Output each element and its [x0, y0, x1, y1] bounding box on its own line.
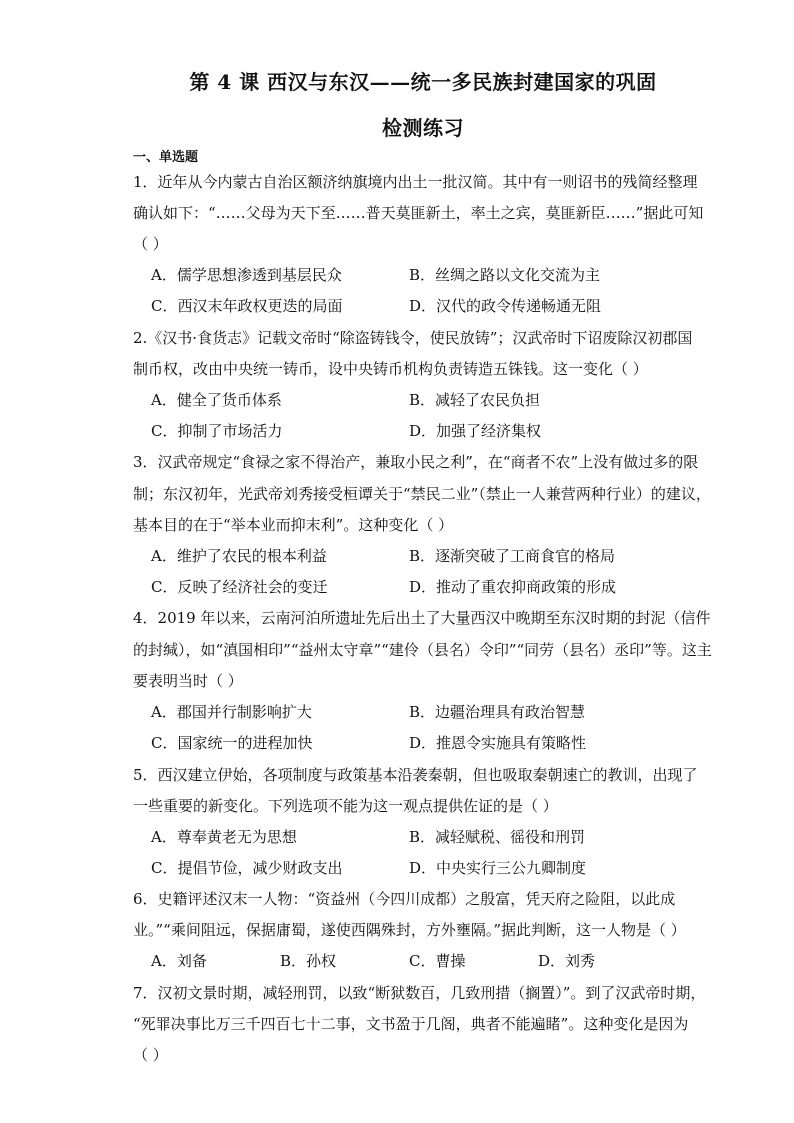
- question-1-option-a[interactable]: A．儒学思想渗透到基层民众: [151, 266, 342, 284]
- question-5-line-1: 5．西汉建立伊始，各项制度与政策基本沿袭秦朝，但也吸取秦朝速亡的教训，出现了: [133, 766, 698, 784]
- question-6-option-b[interactable]: B．孙权: [280, 952, 337, 970]
- question-2-option-b[interactable]: B．减轻了农民负担: [409, 391, 541, 409]
- question-1-option-d[interactable]: D．汉代的政令传递畅通无阻: [409, 297, 602, 315]
- section-heading-single-choice: 一、单选题: [133, 150, 199, 165]
- question-6-option-c[interactable]: C．曹操: [409, 952, 466, 970]
- question-6-option-d[interactable]: D．刘秀: [538, 952, 596, 970]
- question-4-option-a[interactable]: A．郡国并行制影响扩大: [151, 703, 312, 721]
- question-5-option-a[interactable]: A．尊奉黄老无为思想: [151, 828, 297, 846]
- question-5-line-2: 一些重要的新变化。下列选项不能为这一观点提供佐证的是（ ）: [133, 797, 558, 815]
- question-2-line-1: 2.《汉书·食货志》记载文帝时“除盗铸钱令，使民放铸”；汉武帝时下诏废除汉初郡国: [133, 329, 693, 347]
- question-4-option-b[interactable]: B．边疆治理具有政治智慧: [409, 703, 586, 721]
- question-3-option-c[interactable]: C．反映了经济社会的变迁: [151, 578, 328, 596]
- question-5-option-b[interactable]: B．减轻赋税、徭役和刑罚: [409, 828, 586, 846]
- question-6-line-2: 业。”“乘间阻远，保据庸蜀，遂使西隅殊封，方外壅隔。”据此判断，这一人物是（ ）: [133, 921, 686, 939]
- question-3-option-b[interactable]: B．逐渐突破了工商食官的格局: [409, 547, 616, 565]
- question-1-option-c[interactable]: C．西汉末年政权更迭的局面: [151, 297, 343, 315]
- question-3-line-2: 制；东汉初年，光武帝刘秀接受桓谭关于“禁民二业”（禁止一人兼营两种行业）的建议，: [133, 485, 711, 503]
- question-4-option-d[interactable]: D．推恩令实施具有策略性: [409, 734, 587, 752]
- question-1-line-2: 确认如下：“……父母为天下至……普天莫匪新土，率土之宾，莫匪新臣……”据此可知: [133, 204, 704, 222]
- question-5-option-d[interactable]: D．中央实行三公九卿制度: [409, 859, 587, 877]
- question-2-option-c[interactable]: C．抑制了市场活力: [151, 422, 283, 440]
- question-2-option-d[interactable]: D．加强了经济集权: [409, 422, 542, 440]
- question-2-option-a[interactable]: A．健全了货币体系: [151, 391, 282, 409]
- question-3-option-a[interactable]: A．维护了农民的根本利益: [151, 547, 327, 565]
- question-6-option-a[interactable]: A．刘备: [151, 952, 207, 970]
- question-4-line-3: 要表明当时（ ）: [133, 672, 243, 690]
- question-3-option-d[interactable]: D．推动了重农抑商政策的形成: [409, 578, 617, 596]
- question-3-line-1: 3．汉武帝规定“食禄之家不得治产，兼取小民之利”，在“商者不农”上没有做过多的限: [133, 453, 699, 471]
- question-4-line-1: 4．2019 年以来，云南河泊所遗址先后出土了大量西汉中晚期至东汉时期的封泥（信件: [133, 609, 711, 627]
- question-4-line-2: 的封缄），如“滇国相印”“益州太守章”“建伶（县名）令印”“同劳（县名）丞印”等。这主: [133, 641, 712, 659]
- question-5-option-c[interactable]: C．提倡节俭，减少财政支出: [151, 859, 343, 877]
- question-1-line-3: （ ）: [133, 235, 168, 253]
- question-4-option-c[interactable]: C．国家统一的进程加快: [151, 734, 313, 752]
- question-1-line-1: 1．近年从今内蒙古自治区额济纳旗境内出土一批汉简。其中有一则诏书的残简经整理: [133, 173, 698, 191]
- lesson-title: 第 4 课 西汉与东汉——统一多民族封建国家的巩固: [189, 70, 657, 94]
- question-7-line-1: 7．汉初文景时期，减轻刑罚，以致“断狱数百，几致刑措（搁置）”。到了汉武帝时期，: [133, 984, 706, 1002]
- question-7-line-3: （ ）: [133, 1046, 168, 1064]
- question-1-option-b[interactable]: B．丝绸之路以文化交流为主: [409, 266, 601, 284]
- exercise-subtitle: 检测练习: [382, 116, 464, 140]
- question-2-line-2: 制币权，改由中央统一铸币，设中央铸币机构负责铸造五铢钱。这一变化（ ）: [133, 360, 648, 378]
- question-7-line-2: “死罪决事比万三千四百七十二事，文书盈于几阁，典者不能遍睹”。这种变化是因为: [133, 1015, 689, 1033]
- question-6-line-1: 6．史籍评述汉末一人物：“资益州（今四川成都）之殷富，凭天府之险阻，以此成: [133, 890, 676, 908]
- question-3-line-3: 基本目的在于“举本业而抑末利”。这种变化（ ）: [133, 516, 454, 534]
